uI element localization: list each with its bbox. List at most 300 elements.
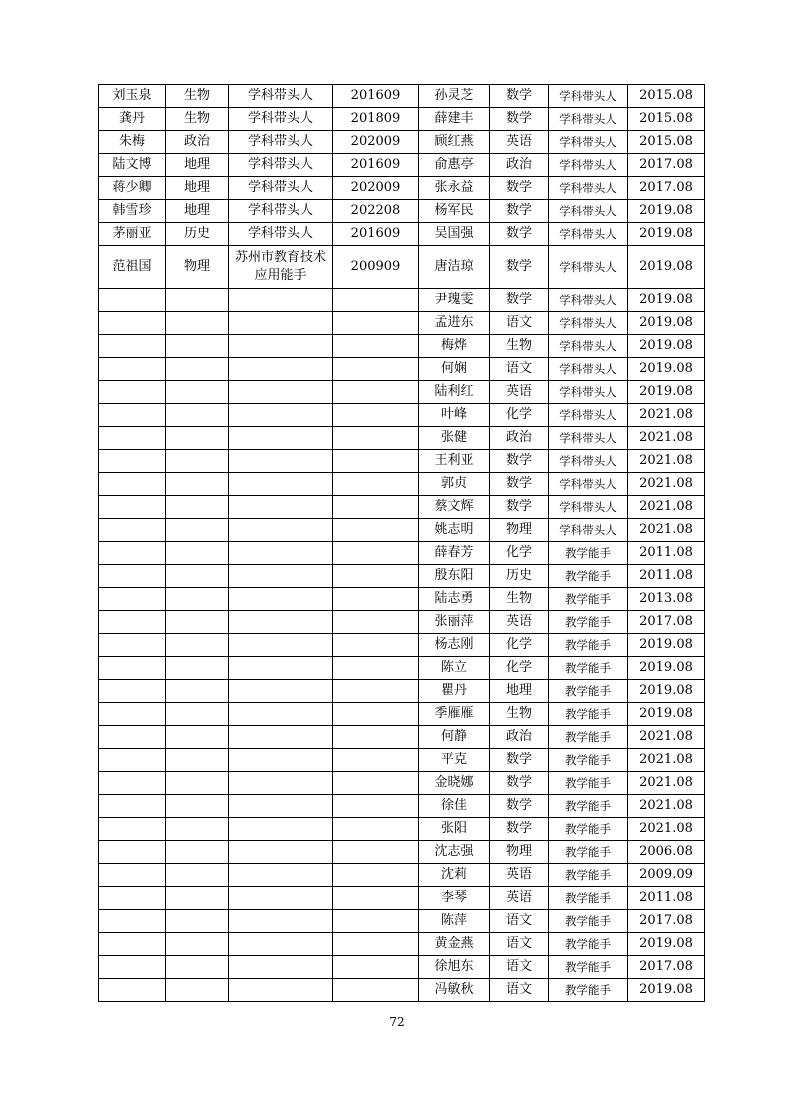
date-cell: 201809 (333, 108, 419, 131)
date-cell: 2019.08 (628, 335, 705, 358)
date-cell (333, 680, 419, 703)
title-cell (229, 657, 333, 680)
name-cell: 梅烨 (419, 335, 490, 358)
title-cell (229, 450, 333, 473)
date-cell: 2011.08 (628, 565, 705, 588)
date-cell: 2019.08 (628, 312, 705, 335)
subject-cell (166, 864, 229, 887)
title-cell: 学科带头人 (229, 177, 333, 200)
title-cell (229, 680, 333, 703)
roster-body (99, 85, 705, 1002)
title-cell: 学科带头人 (549, 312, 628, 335)
subject-cell: 数学 (490, 772, 549, 795)
title-cell: 教学能手 (549, 933, 628, 956)
subject-cell: 英语 (490, 887, 549, 910)
title-cell: 教学能手 (549, 772, 628, 795)
table-row (99, 519, 705, 542)
date-cell: 2017.08 (628, 611, 705, 634)
subject-cell (166, 887, 229, 910)
title-cell: 学科带头人 (549, 246, 628, 289)
table-row (99, 223, 705, 246)
table-row (99, 933, 705, 956)
name-cell (99, 588, 166, 611)
table-row (99, 795, 705, 818)
date-cell: 2019.08 (628, 358, 705, 381)
date-cell (333, 887, 419, 910)
date-cell (333, 910, 419, 933)
table-row (99, 85, 705, 108)
date-cell (333, 956, 419, 979)
date-cell: 2017.08 (628, 154, 705, 177)
date-cell: 2021.08 (628, 726, 705, 749)
title-cell: 教学能手 (549, 542, 628, 565)
name-cell (99, 795, 166, 818)
name-cell (99, 312, 166, 335)
title-cell (229, 519, 333, 542)
subject-cell (166, 910, 229, 933)
date-cell (333, 933, 419, 956)
name-cell (99, 450, 166, 473)
subject-cell: 数学 (490, 246, 549, 289)
subject-cell: 生物 (490, 703, 549, 726)
page-number: 72 (389, 1015, 405, 1029)
subject-cell (166, 979, 229, 1002)
table-row (99, 887, 705, 910)
title-cell (229, 565, 333, 588)
subject-cell: 地理 (490, 680, 549, 703)
title-cell: 教学能手 (549, 864, 628, 887)
date-cell: 2009.09 (628, 864, 705, 887)
subject-cell: 语文 (490, 933, 549, 956)
subject-cell: 政治 (490, 427, 549, 450)
subject-cell (166, 933, 229, 956)
name-cell (99, 404, 166, 427)
date-cell (333, 841, 419, 864)
name-cell: 冯敏秋 (419, 979, 490, 1002)
title-cell: 学科带头人 (549, 519, 628, 542)
date-cell: 2011.08 (628, 887, 705, 910)
date-cell (333, 450, 419, 473)
table-row (99, 542, 705, 565)
title-cell (229, 772, 333, 795)
subject-cell (166, 358, 229, 381)
title-cell (229, 749, 333, 772)
table-row (99, 726, 705, 749)
date-cell (333, 473, 419, 496)
table-row (99, 381, 705, 404)
subject-cell (166, 381, 229, 404)
name-cell: 尹瑰雯 (419, 289, 490, 312)
date-cell: 201609 (333, 85, 419, 108)
title-cell: 教学能手 (549, 611, 628, 634)
title-cell (229, 910, 333, 933)
title-cell (229, 496, 333, 519)
table-row (99, 680, 705, 703)
date-cell: 2019.08 (628, 200, 705, 223)
title-cell: 学科带头人 (549, 108, 628, 131)
title-cell: 学科带头人 (549, 358, 628, 381)
table-row (99, 841, 705, 864)
date-cell: 2021.08 (628, 404, 705, 427)
subject-cell: 数学 (490, 289, 549, 312)
title-cell: 学科带头人 (229, 131, 333, 154)
date-cell: 202009 (333, 131, 419, 154)
date-cell: 2019.08 (628, 289, 705, 312)
subject-cell: 化学 (490, 634, 549, 657)
name-cell (99, 657, 166, 680)
title-cell (229, 542, 333, 565)
name-cell: 沈莉 (419, 864, 490, 887)
table-row (99, 910, 705, 933)
date-cell: 2019.08 (628, 381, 705, 404)
name-cell: 张健 (419, 427, 490, 450)
title-cell: 教学能手 (549, 657, 628, 680)
subject-cell: 数学 (490, 223, 549, 246)
date-cell: 202208 (333, 200, 419, 223)
table-row (99, 496, 705, 519)
subject-cell (166, 772, 229, 795)
name-cell (99, 496, 166, 519)
subject-cell (166, 450, 229, 473)
title-cell: 教学能手 (549, 565, 628, 588)
table-row (99, 154, 705, 177)
subject-cell (166, 404, 229, 427)
table-row (99, 450, 705, 473)
date-cell: 2019.08 (628, 657, 705, 680)
subject-cell: 英语 (490, 131, 549, 154)
subject-cell (166, 818, 229, 841)
name-cell: 蒋少卿 (99, 177, 166, 200)
name-cell (99, 726, 166, 749)
title-cell: 教学能手 (549, 979, 628, 1002)
date-cell: 2019.08 (628, 223, 705, 246)
name-cell: 平克 (419, 749, 490, 772)
title-cell: 教学能手 (549, 910, 628, 933)
title-cell (229, 634, 333, 657)
name-cell: 叶峰 (419, 404, 490, 427)
date-cell: 2019.08 (628, 703, 705, 726)
name-cell (99, 381, 166, 404)
name-cell (99, 335, 166, 358)
subject-cell: 英语 (490, 864, 549, 887)
title-cell: 教学能手 (549, 956, 628, 979)
name-cell: 薛春芳 (419, 542, 490, 565)
name-cell (99, 864, 166, 887)
name-cell (99, 910, 166, 933)
name-cell (99, 749, 166, 772)
name-cell (99, 956, 166, 979)
name-cell: 金晓娜 (419, 772, 490, 795)
subject-cell (166, 473, 229, 496)
subject-cell: 数学 (490, 818, 549, 841)
subject-cell: 语文 (490, 956, 549, 979)
date-cell: 2019.08 (628, 979, 705, 1002)
subject-cell: 数学 (490, 749, 549, 772)
subject-cell: 政治 (490, 726, 549, 749)
subject-cell (166, 680, 229, 703)
subject-cell: 物理 (490, 841, 549, 864)
table-row (99, 246, 705, 289)
name-cell: 何娴 (419, 358, 490, 381)
table-row (99, 358, 705, 381)
date-cell (333, 979, 419, 1002)
title-cell: 学科带头人 (229, 223, 333, 246)
subject-cell: 地理 (166, 154, 229, 177)
date-cell: 2021.08 (628, 473, 705, 496)
date-cell: 2019.08 (628, 680, 705, 703)
name-cell: 王利亚 (419, 450, 490, 473)
name-cell: 徐佳 (419, 795, 490, 818)
name-cell: 沈志强 (419, 841, 490, 864)
table-row (99, 427, 705, 450)
subject-cell: 物理 (490, 519, 549, 542)
subject-cell: 历史 (166, 223, 229, 246)
title-cell (229, 818, 333, 841)
title-cell: 学科带头人 (229, 85, 333, 108)
title-cell: 学科带头人 (229, 200, 333, 223)
name-cell: 范祖国 (99, 246, 166, 289)
title-cell: 学科带头人 (229, 108, 333, 131)
title-cell (229, 933, 333, 956)
date-cell (333, 726, 419, 749)
subject-cell: 生物 (490, 335, 549, 358)
subject-cell: 政治 (166, 131, 229, 154)
title-cell (229, 611, 333, 634)
subject-cell: 语文 (490, 358, 549, 381)
date-cell: 2021.08 (628, 772, 705, 795)
name-cell: 张阳 (419, 818, 490, 841)
title-cell (229, 289, 333, 312)
table-row (99, 703, 705, 726)
date-cell (333, 542, 419, 565)
date-cell: 2015.08 (628, 85, 705, 108)
table-row (99, 818, 705, 841)
name-cell (99, 979, 166, 1002)
name-cell: 陆志勇 (419, 588, 490, 611)
title-cell: 教学能手 (549, 703, 628, 726)
date-cell: 2017.08 (628, 177, 705, 200)
date-cell (333, 772, 419, 795)
name-cell (99, 542, 166, 565)
title-cell: 学科带头人 (549, 381, 628, 404)
title-cell: 教学能手 (549, 818, 628, 841)
title-cell: 教学能手 (549, 588, 628, 611)
title-cell (229, 841, 333, 864)
teacher-roster-table (98, 84, 705, 1002)
subject-cell (166, 312, 229, 335)
subject-cell: 语文 (490, 979, 549, 1002)
title-cell (229, 795, 333, 818)
name-cell: 瞿丹 (419, 680, 490, 703)
name-cell (99, 358, 166, 381)
name-cell: 何静 (419, 726, 490, 749)
date-cell: 2021.08 (628, 749, 705, 772)
title-cell: 学科带头人 (549, 289, 628, 312)
date-cell (333, 496, 419, 519)
table-row (99, 979, 705, 1002)
subject-cell (166, 703, 229, 726)
table-row (99, 611, 705, 634)
date-cell: 202009 (333, 177, 419, 200)
table-row (99, 634, 705, 657)
table-row (99, 177, 705, 200)
date-cell: 2013.08 (628, 588, 705, 611)
subject-cell: 地理 (166, 200, 229, 223)
table-row (99, 565, 705, 588)
date-cell (333, 588, 419, 611)
title-cell: 苏州市教育技术应用能手 (229, 246, 333, 289)
name-cell: 郭贞 (419, 473, 490, 496)
date-cell (333, 634, 419, 657)
date-cell: 2019.08 (628, 933, 705, 956)
subject-cell: 语文 (490, 910, 549, 933)
date-cell (333, 289, 419, 312)
name-cell: 孟进东 (419, 312, 490, 335)
date-cell (333, 749, 419, 772)
name-cell: 唐洁琼 (419, 246, 490, 289)
subject-cell: 数学 (490, 450, 549, 473)
subject-cell: 数学 (490, 85, 549, 108)
subject-cell (166, 565, 229, 588)
date-cell: 200909 (333, 246, 419, 289)
subject-cell: 化学 (490, 404, 549, 427)
subject-cell (166, 289, 229, 312)
date-cell (333, 565, 419, 588)
name-cell (99, 473, 166, 496)
name-cell (99, 289, 166, 312)
subject-cell (166, 749, 229, 772)
date-cell: 2021.08 (628, 427, 705, 450)
title-cell (229, 404, 333, 427)
subject-cell (166, 588, 229, 611)
name-cell: 张丽萍 (419, 611, 490, 634)
date-cell (333, 611, 419, 634)
subject-cell (166, 657, 229, 680)
name-cell (99, 887, 166, 910)
subject-cell: 生物 (166, 85, 229, 108)
title-cell: 学科带头人 (549, 404, 628, 427)
subject-cell (166, 634, 229, 657)
name-cell (99, 427, 166, 450)
table-row (99, 657, 705, 680)
subject-cell: 英语 (490, 381, 549, 404)
date-cell: 2021.08 (628, 818, 705, 841)
subject-cell: 数学 (490, 473, 549, 496)
date-cell: 2015.08 (628, 131, 705, 154)
date-cell: 201609 (333, 223, 419, 246)
subject-cell (166, 335, 229, 358)
title-cell: 教学能手 (549, 887, 628, 910)
name-cell: 朱梅 (99, 131, 166, 154)
name-cell: 陈立 (419, 657, 490, 680)
subject-cell (166, 519, 229, 542)
title-cell: 教学能手 (549, 680, 628, 703)
name-cell: 龚丹 (99, 108, 166, 131)
date-cell (333, 795, 419, 818)
title-cell: 学科带头人 (549, 200, 628, 223)
date-cell (333, 427, 419, 450)
date-cell: 2017.08 (628, 956, 705, 979)
table-row (99, 864, 705, 887)
date-cell (333, 312, 419, 335)
title-cell: 学科带头人 (549, 473, 628, 496)
title-cell: 教学能手 (549, 749, 628, 772)
table-row (99, 404, 705, 427)
date-cell (333, 703, 419, 726)
date-cell (333, 381, 419, 404)
title-cell: 学科带头人 (549, 223, 628, 246)
subject-cell (166, 841, 229, 864)
name-cell: 孙灵芝 (419, 85, 490, 108)
name-cell: 姚志明 (419, 519, 490, 542)
title-cell: 学科带头人 (229, 154, 333, 177)
title-cell (229, 473, 333, 496)
date-cell: 2021.08 (628, 450, 705, 473)
subject-cell (166, 427, 229, 450)
title-cell (229, 588, 333, 611)
subject-cell: 数学 (490, 795, 549, 818)
table-row (99, 289, 705, 312)
title-cell: 学科带头人 (549, 335, 628, 358)
table-row (99, 473, 705, 496)
title-cell: 学科带头人 (549, 450, 628, 473)
title-cell: 学科带头人 (549, 427, 628, 450)
name-cell: 李琴 (419, 887, 490, 910)
subject-cell (166, 542, 229, 565)
title-cell (229, 358, 333, 381)
name-cell (99, 634, 166, 657)
table-row (99, 200, 705, 223)
title-cell: 学科带头人 (549, 85, 628, 108)
date-cell: 2021.08 (628, 496, 705, 519)
subject-cell: 政治 (490, 154, 549, 177)
date-cell (333, 358, 419, 381)
title-cell (229, 427, 333, 450)
title-cell: 教学能手 (549, 841, 628, 864)
name-cell (99, 611, 166, 634)
subject-cell: 语文 (490, 312, 549, 335)
name-cell: 韩雪珍 (99, 200, 166, 223)
date-cell (333, 657, 419, 680)
table-row (99, 772, 705, 795)
title-cell: 教学能手 (549, 634, 628, 657)
title-cell (229, 864, 333, 887)
name-cell (99, 841, 166, 864)
date-cell: 2019.08 (628, 634, 705, 657)
title-cell (229, 979, 333, 1002)
title-cell: 学科带头人 (549, 177, 628, 200)
date-cell: 2019.08 (628, 246, 705, 289)
subject-cell (166, 496, 229, 519)
title-cell: 学科带头人 (549, 131, 628, 154)
date-cell: 2006.08 (628, 841, 705, 864)
name-cell: 茅丽亚 (99, 223, 166, 246)
title-cell (229, 381, 333, 404)
date-cell (333, 519, 419, 542)
date-cell: 2021.08 (628, 795, 705, 818)
subject-cell: 英语 (490, 611, 549, 634)
subject-cell: 数学 (490, 108, 549, 131)
table-row (99, 956, 705, 979)
table-row (99, 335, 705, 358)
table-row (99, 131, 705, 154)
date-cell (333, 818, 419, 841)
date-cell (333, 864, 419, 887)
name-cell: 蔡文辉 (419, 496, 490, 519)
name-cell: 薛建丰 (419, 108, 490, 131)
subject-cell (166, 956, 229, 979)
date-cell: 2021.08 (628, 519, 705, 542)
